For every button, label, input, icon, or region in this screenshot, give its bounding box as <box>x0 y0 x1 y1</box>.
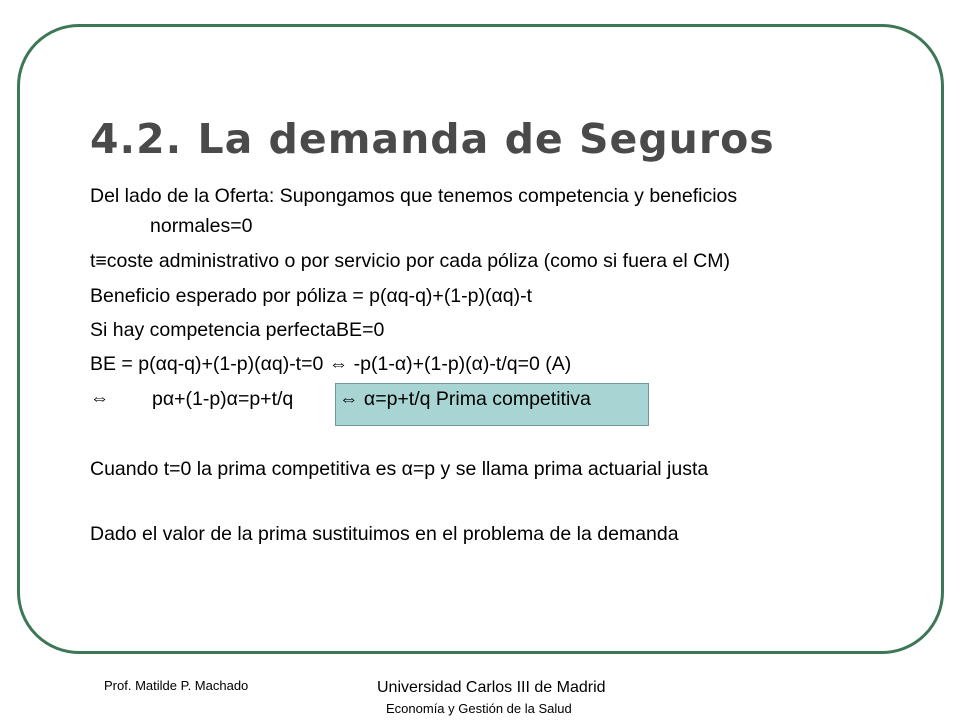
footer-author: Prof. Matilde P. Machado <box>104 678 249 693</box>
body-line-be-equation: BE = p(αq-q)+(1-p)(αq)-t=0 ⇔ -p(1-α)+(1-p)(α)-t/q=0 (A) <box>90 353 572 375</box>
body-line-beneficio: Beneficio esperado por póliza = p(αq-q)+(1-p)(αq)-t <box>90 285 533 307</box>
body-line-demanda: Dado el valor de la prima sustituimos en el problema de la demanda <box>90 523 679 545</box>
body-line-prima-competitiva: ⇔ α=p+t/q Prima competitiva <box>339 388 591 410</box>
body-line-coste: t≡coste administrativo o por servicio por cada póliza (como si fuera el CM) <box>90 250 730 272</box>
body-line-competencia: Si hay competencia perfectaBE=0 <box>90 319 385 341</box>
slide-title: 4.2. La demanda de Seguros <box>90 115 775 163</box>
body-line-pa-equation: pα+(1-p)α=p+t/q <box>152 388 294 410</box>
equivalence-bullet-icon: ⇔ <box>90 388 109 409</box>
body-line-oferta: Del lado de la Oferta: Supongamos que tenemos competencia y beneficios <box>90 185 738 207</box>
footer-university: Universidad Carlos III de Madrid <box>377 679 606 696</box>
body-line-normales: normales=0 <box>150 215 253 237</box>
body-line-prima-actuarial: Cuando t=0 la prima competitiva es α=p y se llama prima actuarial justa <box>90 458 709 480</box>
footer-department: Economía y Gestión de la Salud <box>386 701 572 716</box>
